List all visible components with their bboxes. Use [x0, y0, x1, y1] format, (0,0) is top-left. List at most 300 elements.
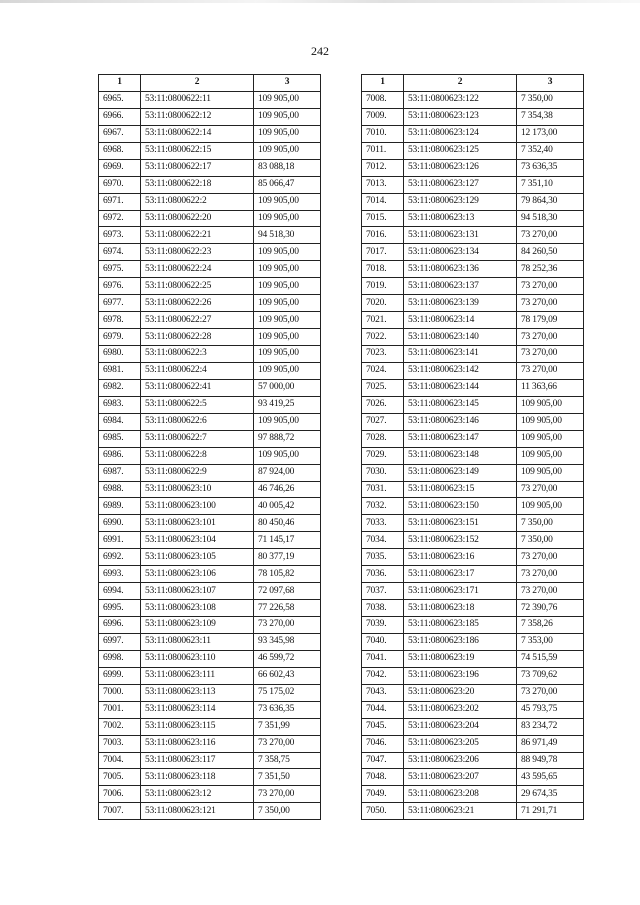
- row-number: 6976.: [99, 278, 141, 295]
- cadastral-number: 53:11:0800623:152: [404, 532, 517, 549]
- cadastral-number: 53:11:0800623:151: [404, 515, 517, 532]
- row-number: 7039.: [362, 617, 404, 634]
- row-number: 7023.: [362, 346, 404, 363]
- value-cell: 78 105,82: [254, 566, 321, 583]
- cadastral-number: 53:11:0800623:137: [404, 278, 517, 295]
- table-row: [99, 447, 321, 464]
- value-cell: 79 864,30: [517, 193, 584, 210]
- value-cell: 109 905,00: [517, 396, 584, 413]
- cadastral-number: 53:11:0800623:136: [404, 261, 517, 278]
- row-number: 7014.: [362, 193, 404, 210]
- row-number: 7020.: [362, 295, 404, 312]
- row-number: 6987.: [99, 464, 141, 481]
- value-cell: 87 924,00: [254, 464, 321, 481]
- row-number: 7031.: [362, 481, 404, 498]
- table-row: [362, 498, 584, 515]
- value-cell: 73 270,00: [517, 295, 584, 312]
- value-cell: 73 270,00: [517, 362, 584, 379]
- row-number: 7006.: [99, 786, 141, 803]
- row-number: 6966.: [99, 108, 141, 125]
- cadastral-number: 53:11:0800623:11: [141, 633, 254, 650]
- cadastral-number: 53:11:0800623:16: [404, 549, 517, 566]
- cadastral-number: 53:11:0800623:202: [404, 701, 517, 718]
- value-cell: 97 888,72: [254, 430, 321, 447]
- row-number: 7034.: [362, 532, 404, 549]
- cadastral-number: 53:11:0800623:116: [141, 735, 254, 752]
- value-cell: 73 270,00: [517, 227, 584, 244]
- row-number: 7027.: [362, 413, 404, 430]
- value-cell: 109 905,00: [254, 312, 321, 329]
- row-number: 7003.: [99, 735, 141, 752]
- table-row: [362, 261, 584, 278]
- row-number: 6970.: [99, 176, 141, 193]
- value-cell: 73 636,35: [517, 159, 584, 176]
- value-cell: 7 358,26: [517, 617, 584, 634]
- table-row: [99, 481, 321, 498]
- value-cell: 40 005,42: [254, 498, 321, 515]
- value-cell: 88 949,78: [517, 752, 584, 769]
- table-row: [99, 515, 321, 532]
- value-cell: 7 351,99: [254, 718, 321, 735]
- row-number: 6979.: [99, 329, 141, 346]
- value-cell: 93 345,98: [254, 633, 321, 650]
- table-row: [99, 786, 321, 803]
- row-number: 6994.: [99, 583, 141, 600]
- row-number: 6984.: [99, 413, 141, 430]
- cadastral-number: 53:11:0800623:123: [404, 108, 517, 125]
- table-row: [99, 396, 321, 413]
- cadastral-number: 53:11:0800623:115: [141, 718, 254, 735]
- cadastral-number: 53:11:0800623:124: [404, 125, 517, 142]
- table-row: [362, 650, 584, 667]
- value-cell: 109 905,00: [254, 346, 321, 363]
- cadastral-number: 53:11:0800623:121: [141, 803, 254, 820]
- value-cell: 7 351,10: [517, 176, 584, 193]
- cadastral-number: 53:11:0800623:21: [404, 803, 517, 820]
- value-cell: 109 905,00: [254, 261, 321, 278]
- cadastral-number: 53:11:0800623:208: [404, 786, 517, 803]
- row-number: 7049.: [362, 786, 404, 803]
- value-cell: 109 905,00: [254, 210, 321, 227]
- cadastral-number: 53:11:0800623:207: [404, 769, 517, 786]
- row-number: 7015.: [362, 210, 404, 227]
- value-cell: 109 905,00: [254, 125, 321, 142]
- table-row: [362, 718, 584, 735]
- cadastral-number: 53:11:0800622:25: [141, 278, 254, 295]
- cadastral-number: 53:11:0800623:20: [404, 684, 517, 701]
- cadastral-number: 53:11:0800623:106: [141, 566, 254, 583]
- row-number: 7004.: [99, 752, 141, 769]
- value-cell: 71 291,71: [517, 803, 584, 820]
- value-cell: 83 088,18: [254, 159, 321, 176]
- cadastral-number: 53:11:0800623:171: [404, 583, 517, 600]
- row-number: 6978.: [99, 312, 141, 329]
- cadastral-number: 53:11:0800623:111: [141, 667, 254, 684]
- row-number: 7021.: [362, 312, 404, 329]
- table-row: [362, 583, 584, 600]
- value-cell: 94 518,30: [254, 227, 321, 244]
- row-number: 7001.: [99, 701, 141, 718]
- row-number: 6997.: [99, 633, 141, 650]
- row-number: 7016.: [362, 227, 404, 244]
- row-number: 7041.: [362, 650, 404, 667]
- table-row: [99, 312, 321, 329]
- row-number: 6995.: [99, 600, 141, 617]
- header-col-2: 2: [404, 75, 517, 92]
- value-cell: 73 270,00: [517, 346, 584, 363]
- table-row: [99, 91, 321, 108]
- row-number: 7008.: [362, 91, 404, 108]
- value-cell: 73 270,00: [517, 583, 584, 600]
- header-col-3: 3: [254, 75, 321, 92]
- header-col-3: 3: [517, 75, 584, 92]
- right-table-body: [362, 91, 584, 819]
- cadastral-number: 53:11:0800622:21: [141, 227, 254, 244]
- table-row: [99, 413, 321, 430]
- row-number: 6969.: [99, 159, 141, 176]
- row-number: 6972.: [99, 210, 141, 227]
- cadastral-number: 53:11:0800623:145: [404, 396, 517, 413]
- value-cell: 46 746,26: [254, 481, 321, 498]
- cadastral-number: 53:11:0800623:186: [404, 633, 517, 650]
- row-number: 7018.: [362, 261, 404, 278]
- row-number: 7048.: [362, 769, 404, 786]
- cadastral-number: 53:11:0800623:122: [404, 91, 517, 108]
- table-row: [99, 701, 321, 718]
- cadastral-number: 53:11:0800623:107: [141, 583, 254, 600]
- row-number: 6965.: [99, 91, 141, 108]
- table-row: [362, 532, 584, 549]
- row-number: 6993.: [99, 566, 141, 583]
- table-row: [362, 176, 584, 193]
- cadastral-number: 53:11:0800623:134: [404, 244, 517, 261]
- table-row: [362, 396, 584, 413]
- table-row: [362, 735, 584, 752]
- table-row: [362, 667, 584, 684]
- value-cell: 73 270,00: [254, 617, 321, 634]
- cadastral-number: 53:11:0800622:18: [141, 176, 254, 193]
- cadastral-number: 53:11:0800623:131: [404, 227, 517, 244]
- cadastral-number: 53:11:0800623:125: [404, 142, 517, 159]
- value-cell: 66 602,43: [254, 667, 321, 684]
- scan-edge: [0, 0, 640, 3]
- table-row: [99, 176, 321, 193]
- value-cell: 72 390,76: [517, 600, 584, 617]
- cadastral-number: 53:11:0800622:12: [141, 108, 254, 125]
- value-cell: 78 179,09: [517, 312, 584, 329]
- cadastral-number: 53:11:0800623:150: [404, 498, 517, 515]
- value-cell: 109 905,00: [254, 91, 321, 108]
- table-row: [362, 413, 584, 430]
- value-cell: 46 599,72: [254, 650, 321, 667]
- table-row: [99, 769, 321, 786]
- cadastral-number: 53:11:0800623:139: [404, 295, 517, 312]
- cadastral-number: 53:11:0800622:24: [141, 261, 254, 278]
- table-row: [362, 159, 584, 176]
- value-cell: 7 351,50: [254, 769, 321, 786]
- value-cell: 73 270,00: [517, 329, 584, 346]
- cadastral-number: 53:11:0800622:28: [141, 329, 254, 346]
- table-row: [99, 684, 321, 701]
- cadastral-number: 53:11:0800622:9: [141, 464, 254, 481]
- value-cell: 109 905,00: [517, 413, 584, 430]
- row-number: 7030.: [362, 464, 404, 481]
- cadastral-number: 53:11:0800622:8: [141, 447, 254, 464]
- value-cell: 109 905,00: [517, 464, 584, 481]
- value-cell: 80 377,19: [254, 549, 321, 566]
- cadastral-number: 53:11:0800622:41: [141, 379, 254, 396]
- value-cell: 74 515,59: [517, 650, 584, 667]
- table-row: [362, 447, 584, 464]
- table-row: [99, 803, 321, 820]
- cadastral-number: 53:11:0800622:20: [141, 210, 254, 227]
- cadastral-number: 53:11:0800622:5: [141, 396, 254, 413]
- cadastral-number: 53:11:0800623:114: [141, 701, 254, 718]
- table-row: [99, 142, 321, 159]
- value-cell: 7 350,00: [517, 91, 584, 108]
- value-cell: 73 270,00: [517, 481, 584, 498]
- table-row: [362, 244, 584, 261]
- table-row: [99, 498, 321, 515]
- header-row: [99, 75, 321, 92]
- value-cell: 73 270,00: [517, 549, 584, 566]
- row-number: 6971.: [99, 193, 141, 210]
- table-row: [99, 532, 321, 549]
- row-number: 7009.: [362, 108, 404, 125]
- row-number: 6980.: [99, 346, 141, 363]
- table-row: [99, 549, 321, 566]
- left-table-body: [99, 91, 321, 819]
- value-cell: 84 260,50: [517, 244, 584, 261]
- row-number: 7038.: [362, 600, 404, 617]
- row-number: 7029.: [362, 447, 404, 464]
- cadastral-number: 53:11:0800623:109: [141, 617, 254, 634]
- table-row: [99, 125, 321, 142]
- cadastral-number: 53:11:0800622:6: [141, 413, 254, 430]
- row-number: 6988.: [99, 481, 141, 498]
- row-number: 6977.: [99, 295, 141, 312]
- table-row: [362, 210, 584, 227]
- row-number: 6996.: [99, 617, 141, 634]
- left-table: [98, 74, 321, 820]
- row-number: 7043.: [362, 684, 404, 701]
- table-row: [99, 329, 321, 346]
- cadastral-number: 53:11:0800623:142: [404, 362, 517, 379]
- table-row: [99, 583, 321, 600]
- value-cell: 109 905,00: [254, 244, 321, 261]
- table-row: [362, 430, 584, 447]
- value-cell: 73 270,00: [517, 684, 584, 701]
- row-number: 7032.: [362, 498, 404, 515]
- cadastral-number: 53:11:0800623:17: [404, 566, 517, 583]
- table-row: [99, 295, 321, 312]
- row-number: 7019.: [362, 278, 404, 295]
- row-number: 7035.: [362, 549, 404, 566]
- row-number: 6981.: [99, 362, 141, 379]
- row-number: 7025.: [362, 379, 404, 396]
- table-row: [362, 549, 584, 566]
- cadastral-number: 53:11:0800623:206: [404, 752, 517, 769]
- row-number: 7010.: [362, 125, 404, 142]
- table-row: [99, 566, 321, 583]
- value-cell: 93 419,25: [254, 396, 321, 413]
- value-cell: 109 905,00: [517, 447, 584, 464]
- table-row: [99, 617, 321, 634]
- row-number: 7033.: [362, 515, 404, 532]
- table-row: [362, 515, 584, 532]
- row-number: 7037.: [362, 583, 404, 600]
- table-row: [99, 346, 321, 363]
- row-number: 7013.: [362, 176, 404, 193]
- value-cell: 73 270,00: [254, 786, 321, 803]
- table-row: [99, 159, 321, 176]
- value-cell: 109 905,00: [254, 362, 321, 379]
- table-row: [362, 600, 584, 617]
- table-row: [99, 261, 321, 278]
- value-cell: 57 000,00: [254, 379, 321, 396]
- table-row: [362, 633, 584, 650]
- value-cell: 109 905,00: [254, 329, 321, 346]
- value-cell: 7 350,00: [254, 803, 321, 820]
- row-number: 6973.: [99, 227, 141, 244]
- row-number: 7050.: [362, 803, 404, 820]
- table-row: [362, 769, 584, 786]
- table-row: [99, 735, 321, 752]
- table-row: [99, 108, 321, 125]
- header-row: [362, 75, 584, 92]
- table-row: [362, 295, 584, 312]
- cadastral-number: 53:11:0800622:2: [141, 193, 254, 210]
- row-number: 7042.: [362, 667, 404, 684]
- cadastral-number: 53:11:0800623:204: [404, 718, 517, 735]
- row-number: 7005.: [99, 769, 141, 786]
- cadastral-number: 53:11:0800623:100: [141, 498, 254, 515]
- value-cell: 75 175,02: [254, 684, 321, 701]
- table-row: [362, 193, 584, 210]
- value-cell: 7 350,00: [517, 532, 584, 549]
- table-row: [99, 464, 321, 481]
- cadastral-number: 53:11:0800623:148: [404, 447, 517, 464]
- cadastral-number: 53:11:0800623:118: [141, 769, 254, 786]
- row-number: 6991.: [99, 532, 141, 549]
- right-table: [361, 74, 584, 820]
- cadastral-number: 53:11:0800623:147: [404, 430, 517, 447]
- cadastral-number: 53:11:0800623:108: [141, 600, 254, 617]
- value-cell: 80 450,46: [254, 515, 321, 532]
- cadastral-number: 53:11:0800623:141: [404, 346, 517, 363]
- cadastral-number: 53:11:0800622:7: [141, 430, 254, 447]
- cadastral-number: 53:11:0800623:19: [404, 650, 517, 667]
- cadastral-number: 53:11:0800623:18: [404, 600, 517, 617]
- table-row: [99, 600, 321, 617]
- table-row: [362, 481, 584, 498]
- row-number: 6974.: [99, 244, 141, 261]
- value-cell: 7 354,38: [517, 108, 584, 125]
- table-row: [99, 667, 321, 684]
- table-row: [362, 227, 584, 244]
- cadastral-number: 53:11:0800623:110: [141, 650, 254, 667]
- value-cell: 109 905,00: [254, 193, 321, 210]
- value-cell: 71 145,17: [254, 532, 321, 549]
- table-row: [362, 752, 584, 769]
- value-cell: 86 971,49: [517, 735, 584, 752]
- row-number: 7026.: [362, 396, 404, 413]
- cadastral-number: 53:11:0800623:10: [141, 481, 254, 498]
- value-cell: 11 363,66: [517, 379, 584, 396]
- table-row: [362, 91, 584, 108]
- cadastral-number: 53:11:0800623:105: [141, 549, 254, 566]
- table-row: [99, 193, 321, 210]
- table-row: [99, 362, 321, 379]
- cadastral-number: 53:11:0800623:101: [141, 515, 254, 532]
- table-row: [362, 464, 584, 481]
- value-cell: 78 252,36: [517, 261, 584, 278]
- row-number: 6999.: [99, 667, 141, 684]
- cadastral-number: 53:11:0800623:149: [404, 464, 517, 481]
- row-number: 7040.: [362, 633, 404, 650]
- table-row: [362, 125, 584, 142]
- value-cell: 109 905,00: [254, 447, 321, 464]
- value-cell: 7 350,00: [517, 515, 584, 532]
- value-cell: 77 226,58: [254, 600, 321, 617]
- cadastral-number: 53:11:0800623:15: [404, 481, 517, 498]
- cadastral-number: 53:11:0800622:3: [141, 346, 254, 363]
- row-number: 7022.: [362, 329, 404, 346]
- cadastral-number: 53:11:0800623:129: [404, 193, 517, 210]
- value-cell: 7 358,75: [254, 752, 321, 769]
- value-cell: 7 352,40: [517, 142, 584, 159]
- row-number: 7046.: [362, 735, 404, 752]
- row-number: 7028.: [362, 430, 404, 447]
- table-row: [362, 701, 584, 718]
- cadastral-number: 53:11:0800622:15: [141, 142, 254, 159]
- row-number: 6982.: [99, 379, 141, 396]
- value-cell: 109 905,00: [254, 278, 321, 295]
- cadastral-number: 53:11:0800623:146: [404, 413, 517, 430]
- cadastral-number: 53:11:0800623:12: [141, 786, 254, 803]
- table-row: [362, 362, 584, 379]
- value-cell: 72 097,68: [254, 583, 321, 600]
- row-number: 7017.: [362, 244, 404, 261]
- row-number: 6989.: [99, 498, 141, 515]
- table-row: [362, 566, 584, 583]
- table-row: [99, 650, 321, 667]
- cadastral-number: 53:11:0800623:127: [404, 176, 517, 193]
- cadastral-number: 53:11:0800622:14: [141, 125, 254, 142]
- row-number: 7007.: [99, 803, 141, 820]
- table-row: [99, 210, 321, 227]
- cadastral-number: 53:11:0800622:17: [141, 159, 254, 176]
- cadastral-number: 53:11:0800623:196: [404, 667, 517, 684]
- value-cell: 73 270,00: [517, 278, 584, 295]
- value-cell: 109 905,00: [254, 413, 321, 430]
- header-col-2: 2: [141, 75, 254, 92]
- row-number: 6985.: [99, 430, 141, 447]
- cadastral-number: 53:11:0800623:104: [141, 532, 254, 549]
- value-cell: 83 234,72: [517, 718, 584, 735]
- value-cell: 45 793,75: [517, 701, 584, 718]
- row-number: 7002.: [99, 718, 141, 735]
- row-number: 6986.: [99, 447, 141, 464]
- value-cell: 7 353,00: [517, 633, 584, 650]
- value-cell: 109 905,00: [517, 430, 584, 447]
- table-row: [362, 617, 584, 634]
- row-number: 6967.: [99, 125, 141, 142]
- table-row: [362, 346, 584, 363]
- row-number: 7045.: [362, 718, 404, 735]
- table-row: [362, 142, 584, 159]
- value-cell: 109 905,00: [254, 108, 321, 125]
